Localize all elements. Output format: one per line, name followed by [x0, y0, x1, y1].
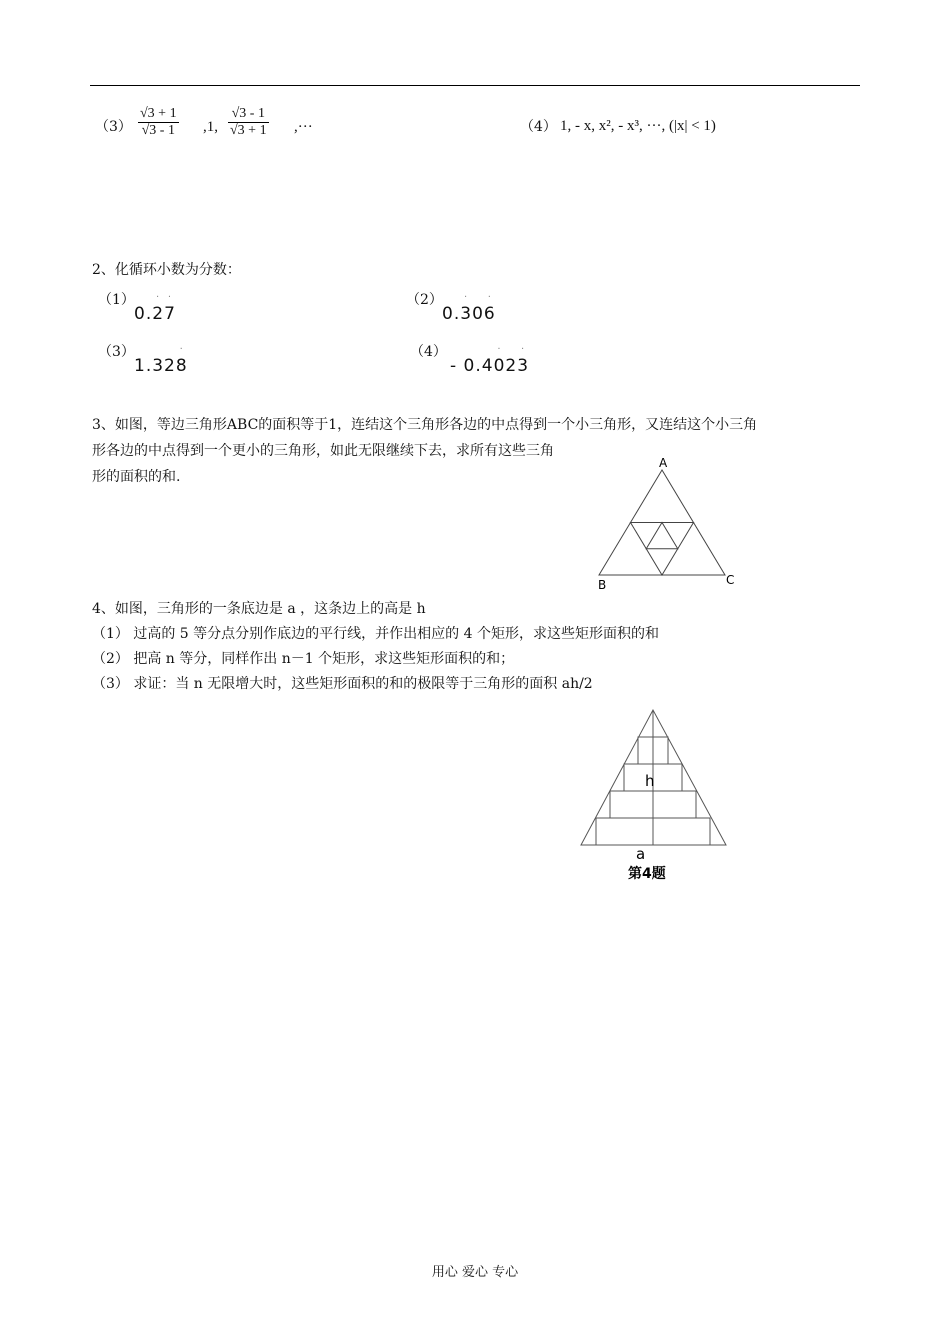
q2-item3-label: （3） — [98, 344, 135, 360]
vertex-label-a: A — [659, 456, 668, 470]
page-footer: 用心 爱心 专心 — [431, 1265, 519, 1280]
q1-part3-label: （3） — [95, 119, 132, 135]
height-label: h — [645, 772, 655, 790]
q2-item2-mid: 0 — [472, 304, 484, 324]
fraction-1-denominator: √3 - 1 — [138, 122, 179, 139]
q4-line1: 4、如图，三角形的一条底边是 a ，这条边上的高是 h — [92, 601, 426, 617]
q3-line3: 形的面积的和. — [92, 469, 181, 485]
q1-part4-expression: 1, - x, x², - x³, ···, (|x| < 1) — [560, 118, 716, 134]
q4-line2: （1） 过高的 5 等分点分别作底边的平行线，并作出相应的 4 个矩形，求这些矩形面积的和 — [92, 626, 659, 642]
q2-item1-base: 0. — [134, 304, 153, 324]
q1-part3-tail: ,··· — [294, 119, 313, 135]
triangle-inner — [646, 523, 678, 549]
q2-item1-label: （1） — [98, 292, 135, 308]
repeat-digit: · 3 — [517, 356, 529, 376]
repeat-digit: · 0 — [494, 356, 506, 376]
repeat-digit: · 8 — [176, 356, 188, 376]
vertex-label-b: B — [598, 578, 607, 592]
repeat-digit: · 2 — [152, 304, 164, 324]
q1-part3-mid: ,1, — [203, 119, 218, 135]
repeat-digit: · 7 — [164, 304, 176, 324]
fraction-1-numerator: √3 + 1 — [140, 106, 177, 121]
q2-item4-mid: 2 — [505, 356, 518, 376]
q2-item4-base: - 0.4 — [450, 356, 494, 376]
repeat-digit: · 3 — [460, 304, 472, 324]
q2-item2-base: 0. — [442, 304, 461, 324]
q2-item3-base: 1.32 — [134, 356, 176, 376]
q3-line2: 形各边的中点得到一个更小的三角形，如此无限继续下去，求所有这些三角 — [92, 443, 554, 459]
fraction-2-denominator: √3 + 1 — [230, 123, 267, 138]
fraction-2-numerator: √3 - 1 — [231, 106, 265, 121]
q1-part4-label: （4） — [520, 119, 557, 135]
q4-line3: （2） 把高 n 等分，同样作出 n－1 个矩形，求这些矩形面积的和； — [92, 651, 515, 667]
q2-item2-label: （2） — [406, 292, 443, 308]
q2-title: 2、化循环小数为分数： — [92, 262, 241, 278]
q2-item4-label: （4） — [410, 344, 447, 360]
repeat-digit: · 6 — [484, 304, 496, 324]
base-label: a — [636, 845, 646, 863]
q4-line4: （3） 求证：当 n 无限增大时，这些矩形面积的和的极限等于三角形的面积 ah/2 — [92, 676, 593, 692]
q3-line1: 3、如图，等边三角形ABC的面积等于1，连结这个三角形各边的中点得到一个小三角形，又连结这个小三角 — [92, 417, 758, 433]
vertex-label-c: C — [726, 573, 735, 587]
figure-caption: 第4题 — [628, 866, 666, 882]
